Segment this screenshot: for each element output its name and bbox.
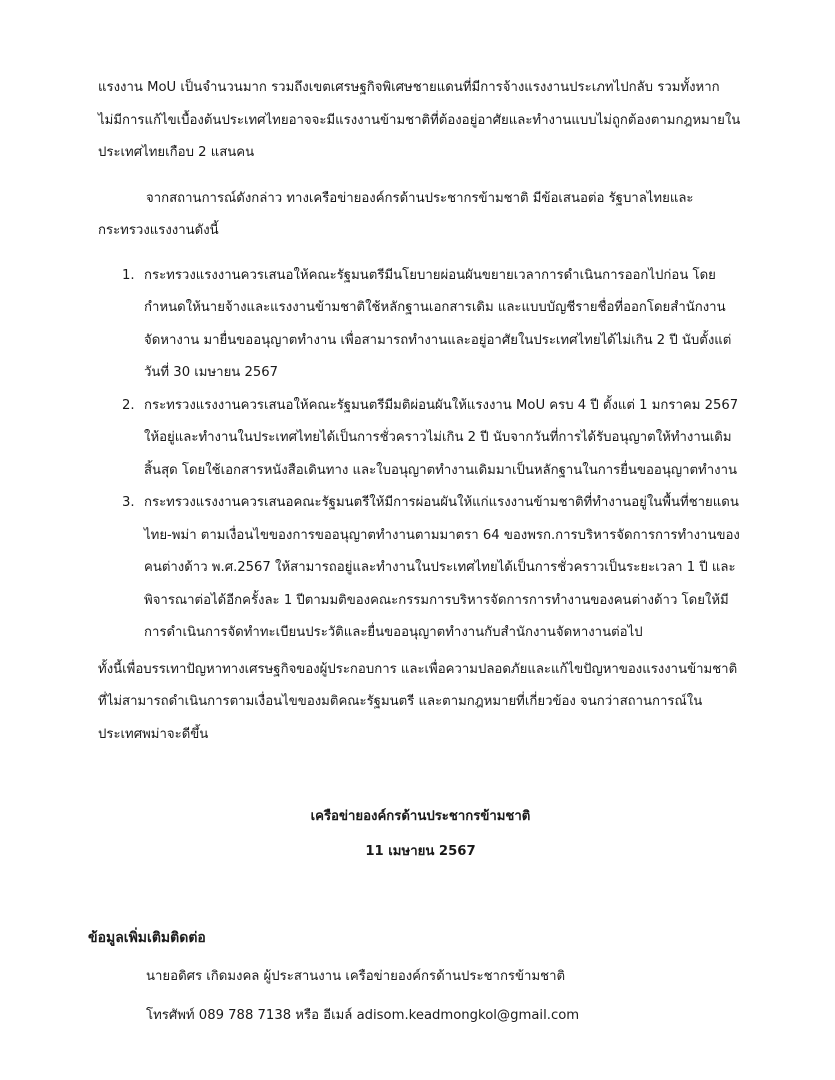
proposal-text: กระทรวงแรงงานควรเสนอให้คณะรัฐมนตรีมีมติผ่อนผันให้แรงงาน MoU ครบ 4 ปี ตั้งแต่ 1 มกราคม 2567 ให้อยู่และทำงานในประเทศไทยได้เป็นการชั่วคราวไม่เกิน 2 ปี นับจากวันที่การได้รับอนุญาตให้ทำงานเดิมสิ้นสุด โดยใช้เอกสารหนังสือเดินทาง และใบอนุญาตทำงานเดิมมาเป็นหลักฐานในการยื่นขออนุญาตทำงาน — [144, 397, 739, 478]
paragraph-closing: ทั้งนี้เพื่อบรรเทาปัญหาทางเศรษฐกิจของผู้ประกอบการ และเพื่อความปลอดภัยและแก้ไขปัญหาของแรงงานข้ามชาติ ที่ไม่สามารถดำเนินการตามเงื่อนไขของมติคณะรัฐมนตรี และตามกฎหมายที่เกี่ยวข้อง จนกว่าสถานการณ์ในประเทศพม่าจะดีขึ้น — [98, 661, 738, 742]
proposal-item-2 — [98, 390, 743, 488]
paragraph-continued: แรงงาน MoU เป็นจำนวนมาก รวมถึงเขตเศรษฐกิจพิเศษชายแดนที่มีการจ้างแรงงานประเภทไปกลับ รวมทั้งหากไม่มีการแก้ไขเบื้องต้นประเทศไทยอาจจะมีแรงงานข้ามชาติที่ต้องอยู่อาศัยและทำงานแบบไม่ถูกต้องตามกฎหมายในประเทศไทยเกือบ 2 แสนคน — [98, 80, 741, 160]
proposal-item-3 — [98, 487, 743, 650]
signature-date: 11 เมษายน 2567 — [365, 844, 476, 859]
proposal-list — [98, 260, 743, 650]
contact-person: นายอดิศร เกิดมงคล ผู้ประสานงาน เครือข่ายองค์กรด้านประชากรข้ามชาติ — [146, 969, 566, 984]
proposal-number: 3. — [122, 495, 135, 510]
contact-phone-email: โทรศัพท์ 089 788 7138 หรือ อีเมล์ adisom.keadmongkol@gmail.com — [146, 1008, 580, 1023]
signature-organization: เครือข่ายองค์กรด้านประชากรข้ามชาติ — [310, 809, 531, 824]
proposal-number: 1. — [122, 267, 135, 283]
proposal-item-1 — [98, 260, 743, 390]
proposal-text: กระทรวงแรงงานควรเสนอคณะรัฐมนตรีให้มีการผ่อนผันให้แก่แรงงานข้ามชาติที่ทำงานอยู่ในพื้นที่ชายแดน ไทย-พม่า ตามเงื่อนไขของการขออนุญาตทำงานตามมาตรา 64 ของพรก.การบริหารจัดการการทำงานของคนต่างด้าว พ.ศ.2567 ให้สามารถอยู่และทำงานในประเทศไทยได้เป็นการชั่วคราวเป็นระยะเวลา 1 ปี และพิจารณาต่อได้อีกครั้งละ 1 ปีตามมติของคณะกรรมการบริหารจัดการการทำงานของคนต่างด้าว โดยให้มีการดำเนินการจัดทำทะเบียนประวัติและยื่นขออนุญาตทำงานกับสำนักงานจัดหางานต่อไป — [144, 495, 740, 640]
proposal-text: กระทรวงแรงงานควรเสนอให้คณะรัฐมนตรีมีนโยบายผ่อนผันขยายเวลาการดำเนินการออกไปก่อน โดยกำหนดให้นายจ้างและแรงงานข้ามชาติใช้หลักฐานเอกสารเดิม และแบบบัญชีรายชื่อที่ออกโดยสำนักงานจัดหางาน มายื่นขออนุญาตทำงาน เพื่อสามารถทำงานและอยู่อาศัยในประเทศไทยได้ไม่เกิน 2 ปี นับตั้งแต่วันที่ 30 เมษายน 2567 — [144, 267, 732, 380]
contact-heading: ข้อมูลเพิ่มเติมติดต่อ — [88, 930, 206, 946]
proposal-number: 2. — [122, 397, 135, 413]
paragraph-intro: จากสถานการณ์ดังกล่าว ทางเครือข่ายองค์กรด้านประชากรข้ามชาติ มีข้อเสนอต่อ รัฐบาลไทยและกระทรวงแรงงานดังนี้ — [98, 190, 694, 238]
